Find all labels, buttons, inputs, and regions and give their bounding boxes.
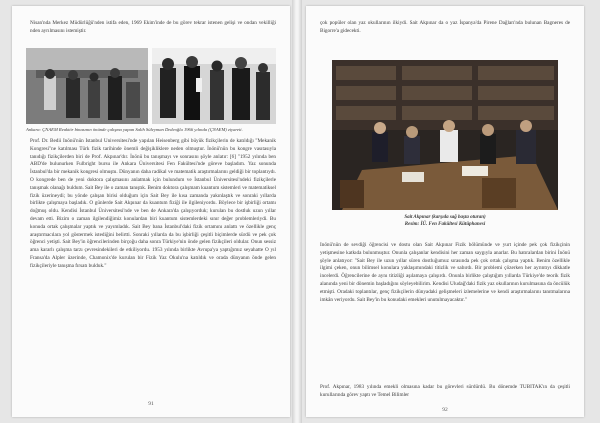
right-body-text-2: Prof. Akpınar, 1983 yılında emekli olmasına kadar bu görevleri sürdürdü. Bu dönemde TÜBİTAK'ın da çeşitli kurullarında görev yaptı ve Temel Bilimler [320, 384, 570, 398]
book-gutter [292, 0, 302, 423]
right-top-paragraph: çok popüler olan yaz okullarının ilkiydi. Sait Akpınar da o yaz İspanya'da Pirene Dağları'nda bulunan Bagneres de Bigorre'a gidecekti. [320, 20, 570, 34]
left-photo-caption: Ankara: ÇNAEM Reaktör binasının önünde çalışma yapan Salih Süleyman Dedeoğlu 1966 yılında (ÇNAEM) ziyareti. [26, 127, 243, 132]
left-photo-2 [152, 48, 276, 124]
right-library-photo [332, 60, 558, 210]
left-top-paragraph: Nisan'nda Merkez Müdürlüğü'nden istifa eden, 1969 Ekim'inde de bu görev tekrar istenen gelişi ve ondan vekilliği nden ayrılmasını istemiştir. [30, 20, 276, 34]
right-body-text-1: İnönü'nün de sevdiği öğrencisi ve dostu olan Sait Akpınar Fizik bölümünde ve yurt içinde pek çok fizikçinin yetişmesine katkıda bulunmuştur. Onunla çalışanlar kendisini her zaman saygıyla anarlar. Bu hatıralardan birini İnönü şöyle anlatıyor: "Sait Bey ile uzun yıllar süren dostluğumuz sırasında pek çok ortak çalışma yaptık. Benim özellikle ilgimi çeken, onun bilimsel konulara yaklaşımındaki titizlik ve sabırdı. Bir problemi çözerken her ayrıntıyı dikkatle incelerdi. Öğrencilerine de aynı titizliği aşılamaya çalışırdı. Onunla birlikte çalıştığım yıllarda Türkiye'de teorik fizik alanında yeni bir dönemin başladığını söyleyebilirim. Kendisi Uludağ'daki fizik yaz okullarının kurulmasına da öncülük etmişti. Oradaki toplantılar, genç fizikçilerin dünyadaki gelişmeleri izlemelerine ve kendi araştırmalarını tanıtmalarına imkân veriyordu. Sait Bey'in bu konudaki emekleri unutulmayacaktır." [320, 242, 570, 303]
right-page-number: 92 [442, 407, 448, 413]
left-page-number: 91 [148, 401, 154, 407]
right-photo-caption-2: Resim: İÜ. Fen Fakültesi Kütüphanesi [404, 222, 486, 227]
right-page [306, 6, 584, 417]
left-photo-1 [26, 48, 148, 124]
left-body-text: Prof. Dr. Bedii İnönü'nün İstanbul Üniversitesi'nde yapılan Heisenberg gibi büyük fizikçilerin de katıldığı "Mekanik Kongresi"ne katılması Türk fizik tarihinde önemli değişikliklere neden olmuştur. İnönü'nün bu kongre vasıtasıyla tanıdığı fizikçilerden biri de Prof. Akpınar'dır. İnönü bu tanışmayı ve sonrasını şöyle anlatır: [6] "1952 yılında ben ABD'de bulunurken Fulbright bursu ile Ankara Üniversitesi Fen Fakültesi'nde göreve başladım. Yaz sonunda İstanbul'da bir mekanik kongresi olmuştu. Dünyanın daha radikal ve matematik araştırmalarını geldiği bir toplantıydı. O kongrede ben de yeni doktora çalışmasını anlatmak için bulundum ve İstanbul Üniversitesi'ndeki fizikçilerle tanışmak olanağı buldum. Sait Bey ile o zaman tanıştık. Benim doktora çalışmam kuantum sistemleri ve matematiksel fizik üzerineydi; bu yönde çalışan birisi olduğum için Sait Bey ile kısa zamanda yakınlaştık ve sonraki yıllarda birlikte çalışmaya başladık. O günlerde Sait Akpınar da kuantum fiziği ile ilgileniyordu. Böylece bir işbirliği ortamı doğmuş oldu. Kendisi İstanbul Üniversitesi'nde ve ben de Ankara'da çalışıyorduk; kurulan bu dostluk uzun yıllar devam etti. Bizim o zaman ilgilendiğimiz konulardan biri kuantum sistemlerdeki sınır değer problemleriydi. Bu konuda ortak çalışmalar yaptık ve yayımladık. Sait Bey bana İstanbul'daki fizik ortamını anlattı ve özellikle genç araştırmacılara yol göstermek istediğini belirtti. Sonraki yıllarda da bu işbirliği çeşitli biçimlerde sürdü ve pek çok öğrenci yetişti. Sait Bey'in öğrencilerinden birçoğu daha sonra Türkiye'nin önde gelen fizikçileri oldular. Onun sessiz ama kararlı çalışma tarzı çevresindekileri de etkiliyordu. 1953 yılında birlikte Avrupa'ya yaptığımız seyahatte O yıl Fransa'da Alpler üzerinde, Chamonix'de kurulan bir Fizik Yaz Okulu'na katıldık ve orada dünyanın önde gelen fizikçileriyle tanışma fırsatı bulduk." [30, 138, 276, 269]
right-photo-caption-1: Sait Akpınar (karşıda sağ başta oturan) [404, 215, 486, 220]
left-page [12, 6, 290, 417]
